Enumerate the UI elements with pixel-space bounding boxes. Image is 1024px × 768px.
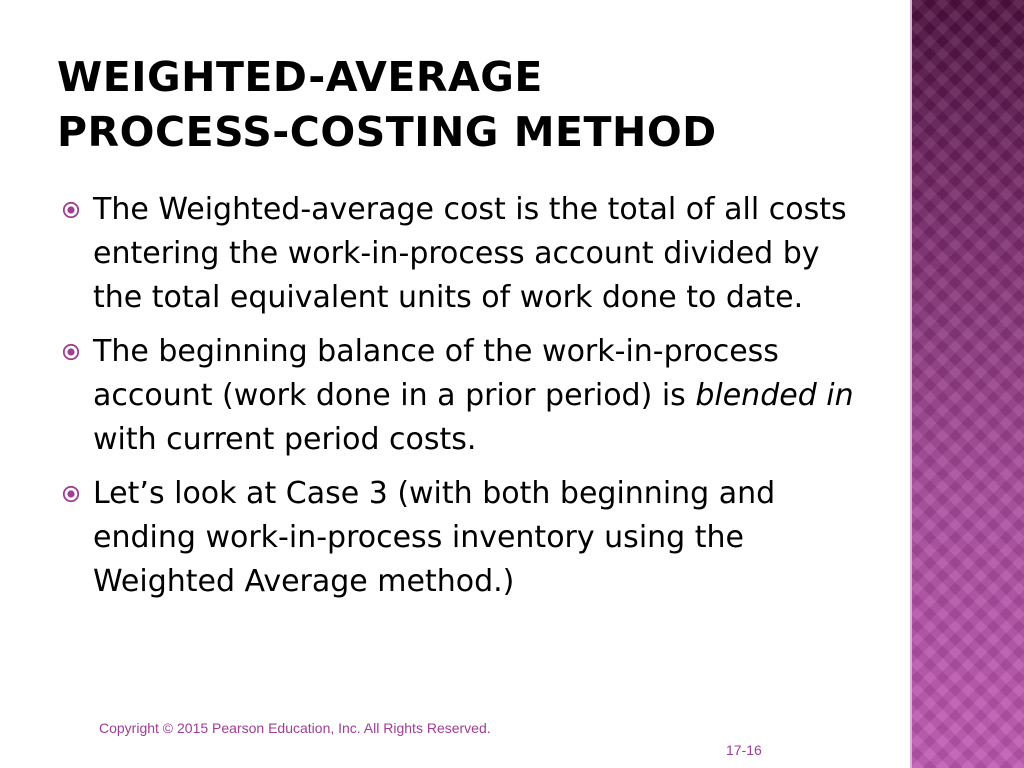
- bullet-text: The Weighted-average cost is the total of all costs entering the work-in-process account divided by the total equivalent units of work done to date.: [93, 192, 847, 315]
- slide-title: [57, 50, 897, 160]
- circled-dot-icon: [62, 343, 80, 361]
- decorative-side-band: [912, 0, 1024, 768]
- bullet-text-continued: with current period costs.: [93, 422, 477, 457]
- title-line-2: PROCESS-COSTING METHOD: [57, 108, 717, 156]
- bullet-emphasis: blended in: [695, 378, 854, 413]
- bullet-text: The beginning balance of the work-in-process account (work done in a prior period) is: [93, 334, 779, 413]
- bullet-list: [62, 188, 862, 614]
- title-line-1: WEIGHTED-AVERAGE: [57, 53, 543, 101]
- bullet-item: [62, 330, 862, 462]
- copyright-notice: Copyright © 2015 Pearson Education, Inc. All Rights Reserved.: [99, 720, 491, 736]
- page-number: 17-16: [726, 742, 762, 758]
- bullet-item: [62, 188, 862, 320]
- bullet-text: Let’s look at Case 3 (with both beginning and ending work-in-process inventory using the Weighted Average method.): [93, 476, 776, 599]
- circled-dot-icon: [62, 201, 80, 219]
- circled-dot-icon: [62, 485, 80, 503]
- bullet-item: [62, 472, 862, 604]
